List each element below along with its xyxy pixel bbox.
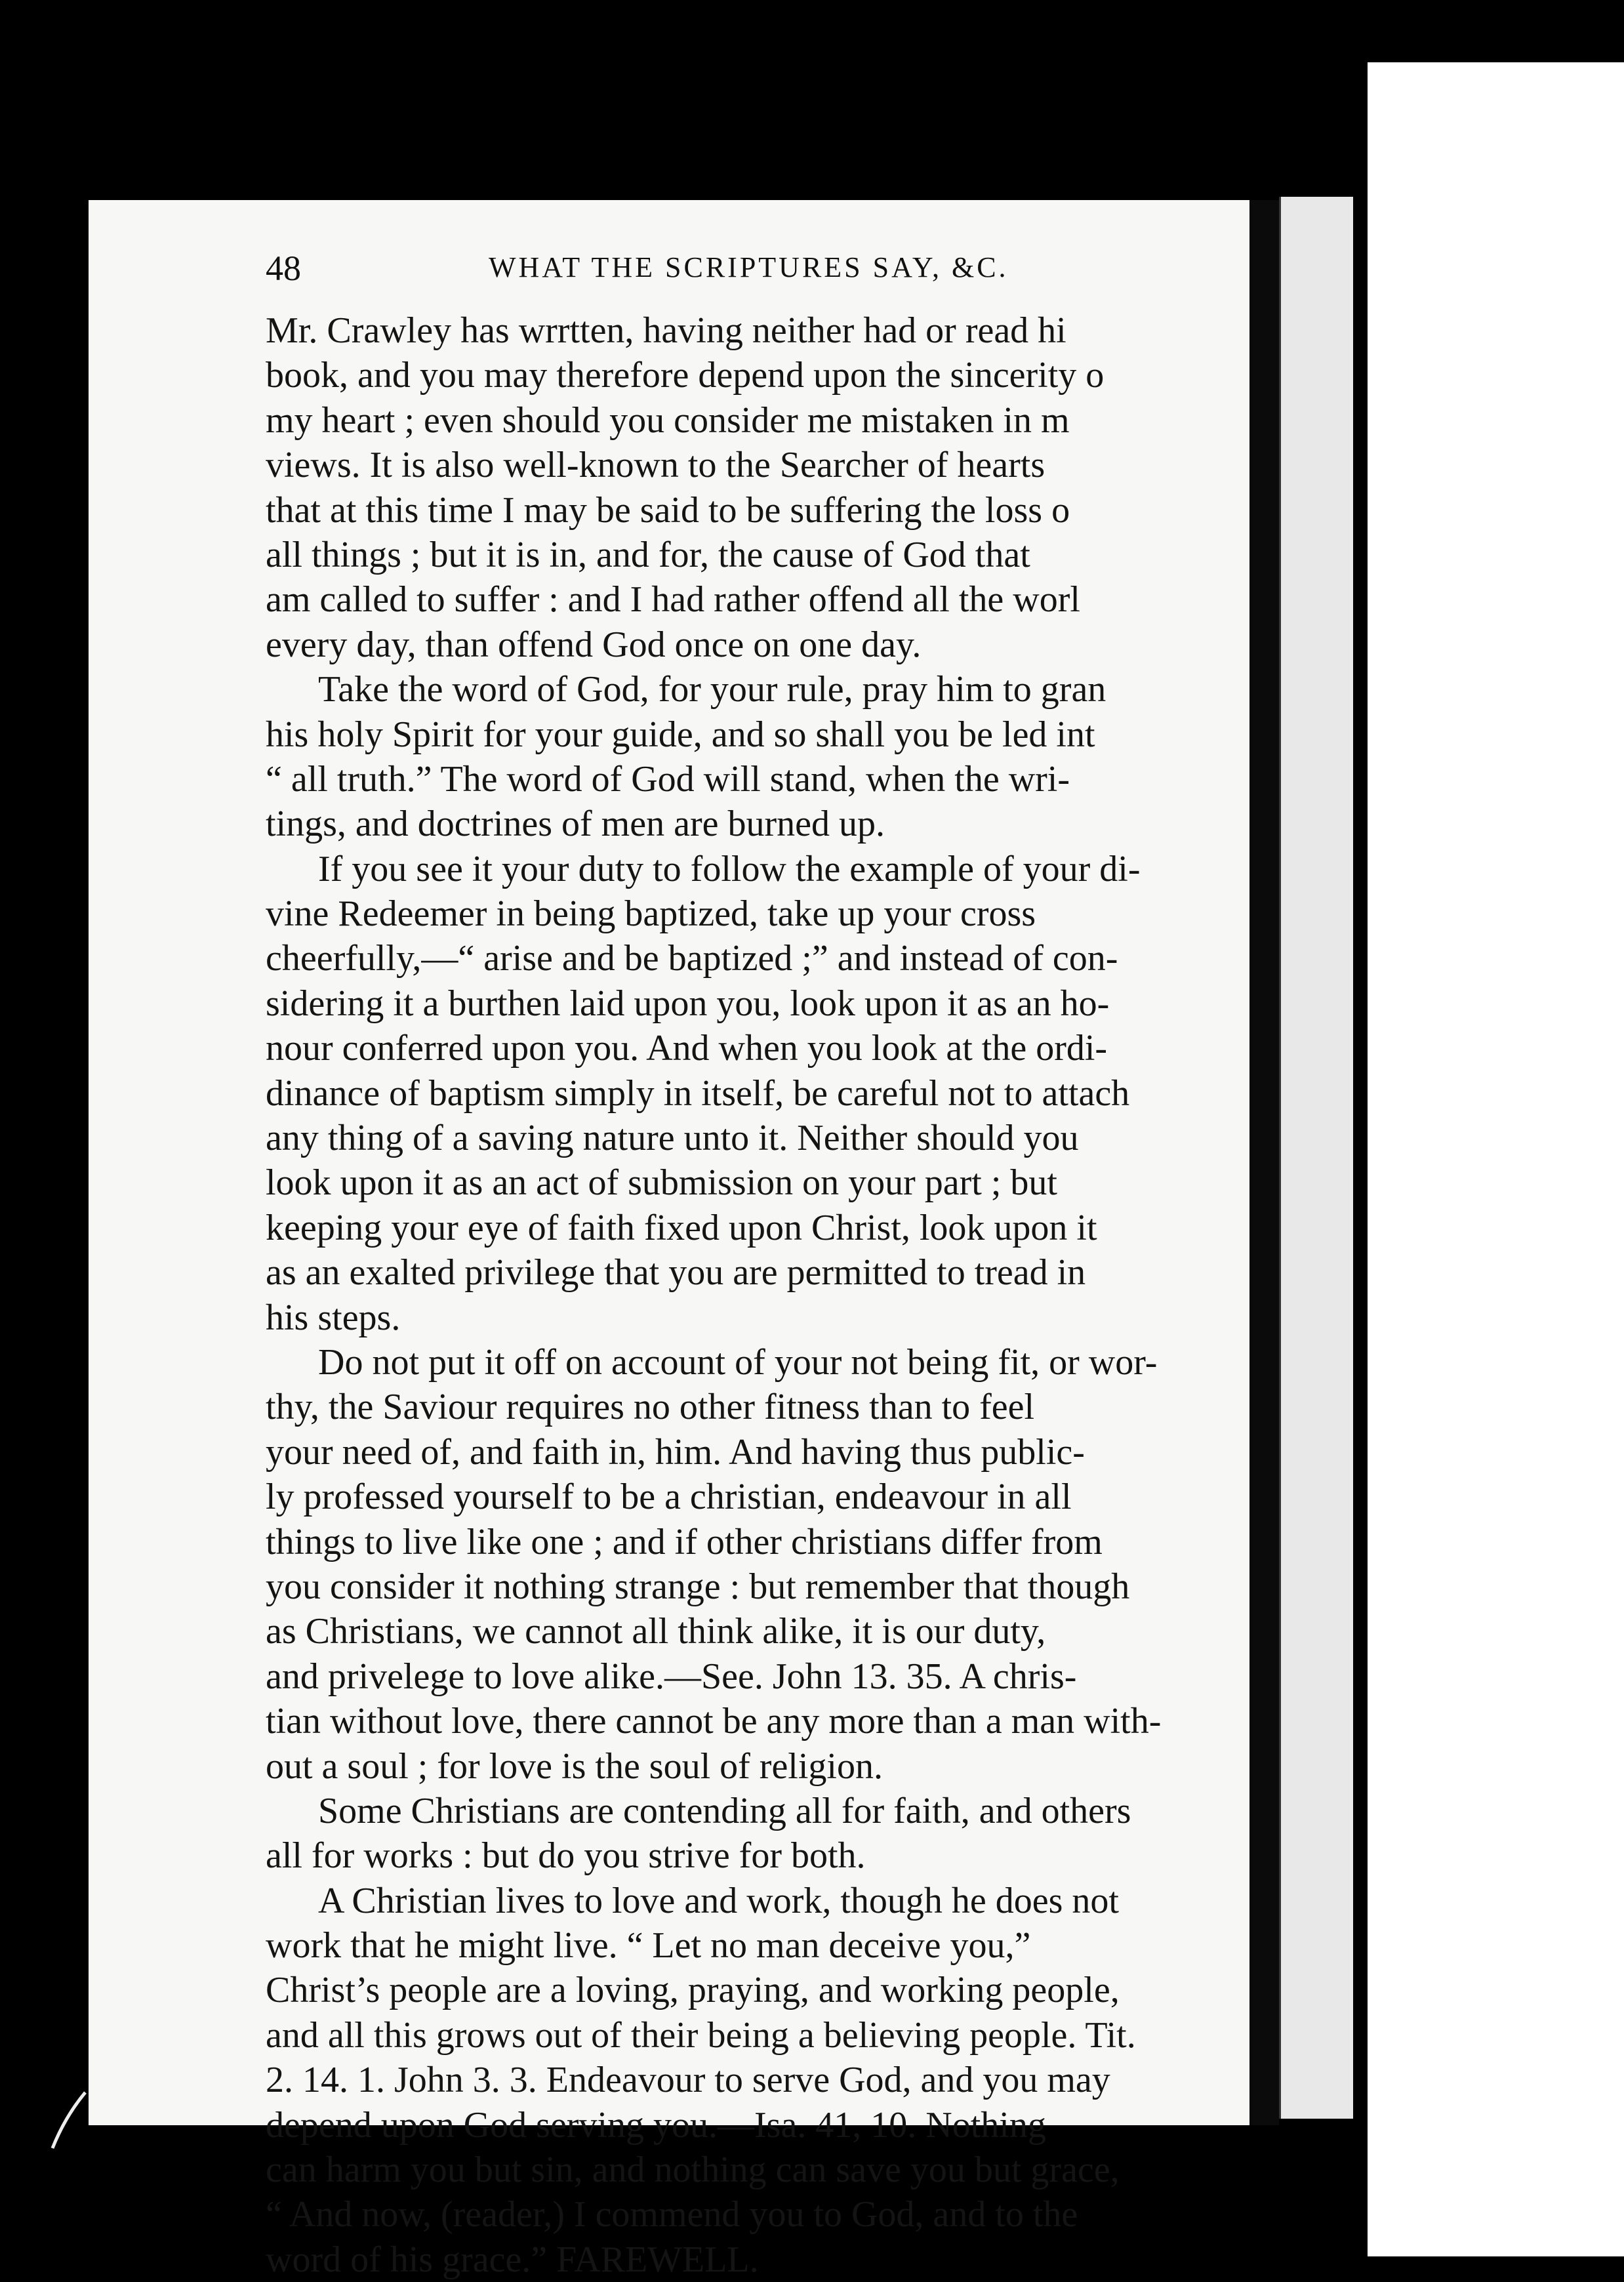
page-edge-shadow [1249,200,1279,2125]
text-line: thy, the Saviour requires no other fitness than to feel [266,1387,1035,1428]
text-line: cheerfully,—“ arise and be baptized ;” and instead of con- [266,938,1118,979]
text-line: 2. 14. 1. John 3. 3. Endeavour to serve God, and you may [266,2060,1110,2101]
text-line: all things ; but it is in, and for, the cause of God that [266,534,1030,575]
text-line: things to live like one ; and if other christians differ from [266,1521,1103,1562]
page-number: 48 [266,249,301,288]
text-line: word of his grace.” FAREWELL. [266,2239,759,2280]
text-line: sidering it a burthen laid upon you, look upon it as an ho- [266,983,1110,1024]
text-line: you consider it nothing strange : but remember that though [266,1566,1130,1607]
text-line: Christ’s people are a loving, praying, and working people, [266,1970,1120,2011]
text-line: keeping your eye of faith fixed upon Christ, look upon it [266,1207,1097,1248]
text-line: out a soul ; for love is the soul of religion. [266,1745,883,1787]
text-line: all for works : but do you strive for both. [266,1835,866,1877]
text-line: views. It is also well-known to the Searcher of hearts [266,445,1045,486]
text-line: can harm you but sin, and nothing can save you but grace, [266,2150,1120,2191]
text-line: “ And now, (reader,) I commend you to God, and to the [266,2194,1078,2235]
stray-pen-mark [46,2086,98,2151]
text-line: depend upon God serving you.—Isa. 41, 10. Nothing [266,2104,1046,2146]
text-line: vine Redeemer in being baptized, take up your cross [266,893,1036,935]
page-header [266,248,1171,287]
text-line: Do not put it off on account of your not being fit, or wor- [318,1341,1158,1383]
text-line: look upon it as an act of submission on your part ; but [266,1162,1057,1204]
text-line: If you see it your duty to follow the example of your di- [318,848,1141,889]
body-text [266,308,1249,2282]
running-head: WHAT THE SCRIPTURES SAY, &C. [489,251,1009,283]
text-line: dinance of baptism simply in itself, be careful not to attach [266,1072,1130,1114]
text-line: your need of, and faith in, him. And having thus public- [266,1431,1085,1473]
text-line: work that he might live. “ Let no man deceive you,” [266,1925,1031,1966]
text-line: Mr. Crawley has wrrtten, having neither had or read hi [266,310,1066,351]
text-line: and privelege to love alike.—See. John 13. 35. A chris- [266,1656,1077,1697]
text-line: as an exalted privilege that you are permitted to tread in [266,1252,1086,1294]
blank-facing-sheet [1368,62,1624,2256]
text-line: “ all truth.” The word of God will stand, when the wri- [266,758,1070,800]
text-line: Take the word of God, for your rule, pray him to gran [318,669,1106,710]
text-line: tings, and doctrines of men are burned up. [266,804,885,845]
text-line: every day, than offend God once on one day. [266,624,922,665]
text-line: book, and you may therefore depend upon the sincerity o [266,355,1105,396]
text-line: and all this grows out of their being a believing people. Tit. [266,2014,1136,2056]
text-line: tian without love, there cannot be any more than a man with- [266,1701,1162,1742]
text-line: am called to suffer : and I had rather offend all the worl [266,579,1080,621]
text-line: A Christian lives to love and work, though he does not [318,1880,1119,1921]
text-line: that at this time I may be said to be suffering the loss o [266,489,1070,531]
text-line: Some Christians are contending all for faith, and others [318,1790,1131,1831]
text-line: his holy Spirit for your guide, and so shall you be led int [266,714,1095,755]
text-line: any thing of a saving nature unto it. Neither should you [266,1118,1079,1159]
facing-page-edge [1279,197,1353,2119]
text-line: nour conferred upon you. And when you look at the ordi- [266,1028,1108,1069]
text-line: as Christians, we cannot all think alike, it is our duty, [266,1611,1046,1652]
text-line: my heart ; even should you consider me mistaken in m [266,399,1070,441]
text-line: ly professed yourself to be a christian, endeavour in all [266,1477,1072,1518]
text-line: his steps. [266,1297,401,1338]
